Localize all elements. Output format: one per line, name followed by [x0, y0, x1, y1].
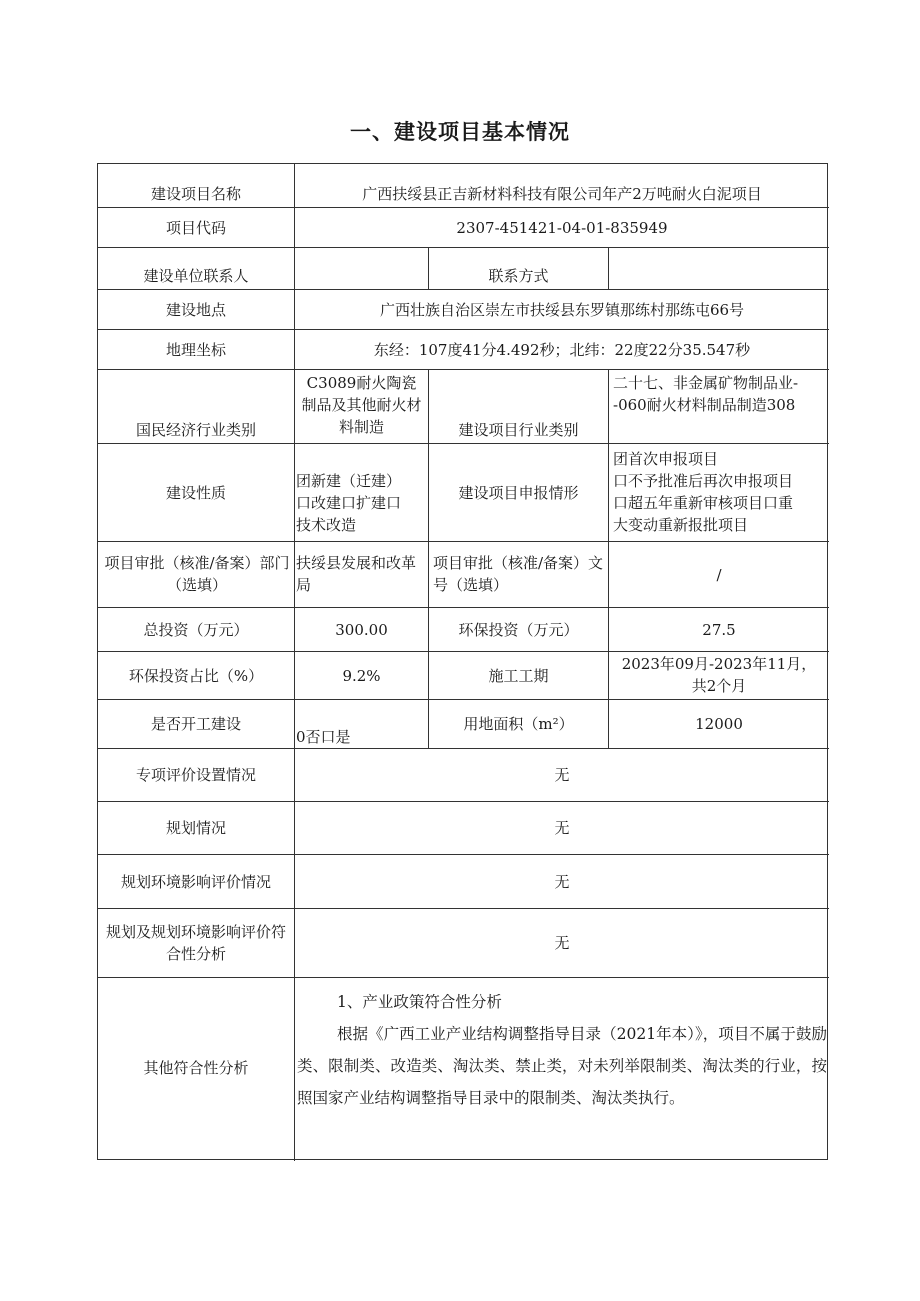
- industry-category-label: 建设项目行业类别: [429, 370, 609, 444]
- location: 广西壮族自治区崇左市扶绥县东罗镇那练村那练屯66号: [295, 290, 829, 330]
- approval-dept-label: 项目审批（核准/备案）部门（选填）: [98, 542, 295, 608]
- economy-category-label: 国民经济行业类别: [98, 370, 295, 444]
- other-conform: [295, 978, 829, 1161]
- application-options: [609, 444, 829, 542]
- contact-person-label: 建设单位联系人: [98, 248, 295, 290]
- special-eval: 无: [295, 749, 829, 802]
- contact-method-label: 联系方式: [429, 248, 609, 290]
- other-conform-paragraph: 根据《广西工业产业结构调整指导目录（2021年本）》，项目不属于鼓励类、限制类、改造类、淘汰类、禁止类，对未列举限制类、淘汰类的行业，按照国家产业结构调整指导目录中的限制类、淘汰类执行。: [297, 1025, 827, 1107]
- land-area: 12000: [609, 700, 829, 749]
- land-area-label: 用地面积（m²）: [429, 700, 609, 749]
- approval-doc-label: 项目审批（核准/备案）文号（选填）: [429, 542, 609, 608]
- location-label: 建设地点: [98, 290, 295, 330]
- period-line: 共2个月: [691, 677, 747, 695]
- application-option: 口超五年重新审核项目口重: [613, 494, 794, 512]
- other-conform-heading: 1、产业政策符合性分析: [337, 993, 502, 1011]
- period: [609, 652, 829, 700]
- other-conform-label: 其他符合性分析: [98, 978, 295, 1161]
- started: 0否口是: [295, 700, 429, 749]
- application-option: 口不予批准后再次申报项目: [613, 472, 794, 490]
- planning-env-label: 规划环境影响评价情况: [98, 855, 295, 909]
- coords-label: 地理坐标: [98, 330, 295, 370]
- contact-method: [609, 248, 829, 290]
- planning-conform: 无: [295, 909, 829, 978]
- nature-option: 团新建（迁建）: [296, 472, 402, 490]
- env-ratio-label: 环保投资占比（%）: [98, 652, 295, 700]
- project-code: 2307-451421-04-01-835949: [295, 208, 829, 248]
- planning: 无: [295, 802, 829, 855]
- started-label: 是否开工建设: [98, 700, 295, 749]
- coords: 东经：107度41分4.492秒；北纬：22度22分35.547秒: [295, 330, 829, 370]
- env-invest: 27.5: [609, 608, 829, 652]
- nature-options: [295, 444, 429, 542]
- nature-option: 技术改造: [296, 516, 357, 534]
- env-invest-label: 环保投资（万元）: [429, 608, 609, 652]
- application-option: 团首次申报项目: [613, 450, 719, 468]
- page-title: 一、建设项目基本情况: [350, 120, 570, 144]
- planning-env: 无: [295, 855, 829, 909]
- planning-conform-label: 规划及规划环境影响评价符合性分析: [98, 909, 295, 978]
- special-eval-label: 专项评价设置情况: [98, 749, 295, 802]
- period-label: 施工工期: [429, 652, 609, 700]
- approval-dept: 扶绥县发展和改革局: [295, 542, 429, 608]
- project-info-table: [97, 163, 828, 1160]
- contact-person: [295, 248, 429, 290]
- nature-option: 口改建口扩建口: [296, 494, 402, 512]
- application-label: 建设项目申报情形: [429, 444, 609, 542]
- project-name-label: 建设项目名称: [98, 164, 295, 208]
- env-ratio: 9.2%: [295, 652, 429, 700]
- project-name: 广西扶绥县正吉新材料科技有限公司年产2万吨耐火白泥项目: [295, 164, 829, 208]
- nature-label: 建设性质: [98, 444, 295, 542]
- total-invest-label: 总投资（万元）: [98, 608, 295, 652]
- project-code-label: 项目代码: [98, 208, 295, 248]
- total-invest: 300.00: [295, 608, 429, 652]
- application-option: 大变动重新报批项目: [613, 516, 749, 534]
- industry-category: 二十七、非金属矿物制品业--060耐火材料制品制造308: [609, 370, 829, 444]
- approval-doc: /: [609, 542, 829, 608]
- period-line: 2023年09月-2023年11月，: [621, 655, 817, 673]
- planning-label: 规划情况: [98, 802, 295, 855]
- economy-category: C3089耐火陶瓷制品及其他耐火材料制造: [295, 370, 429, 444]
